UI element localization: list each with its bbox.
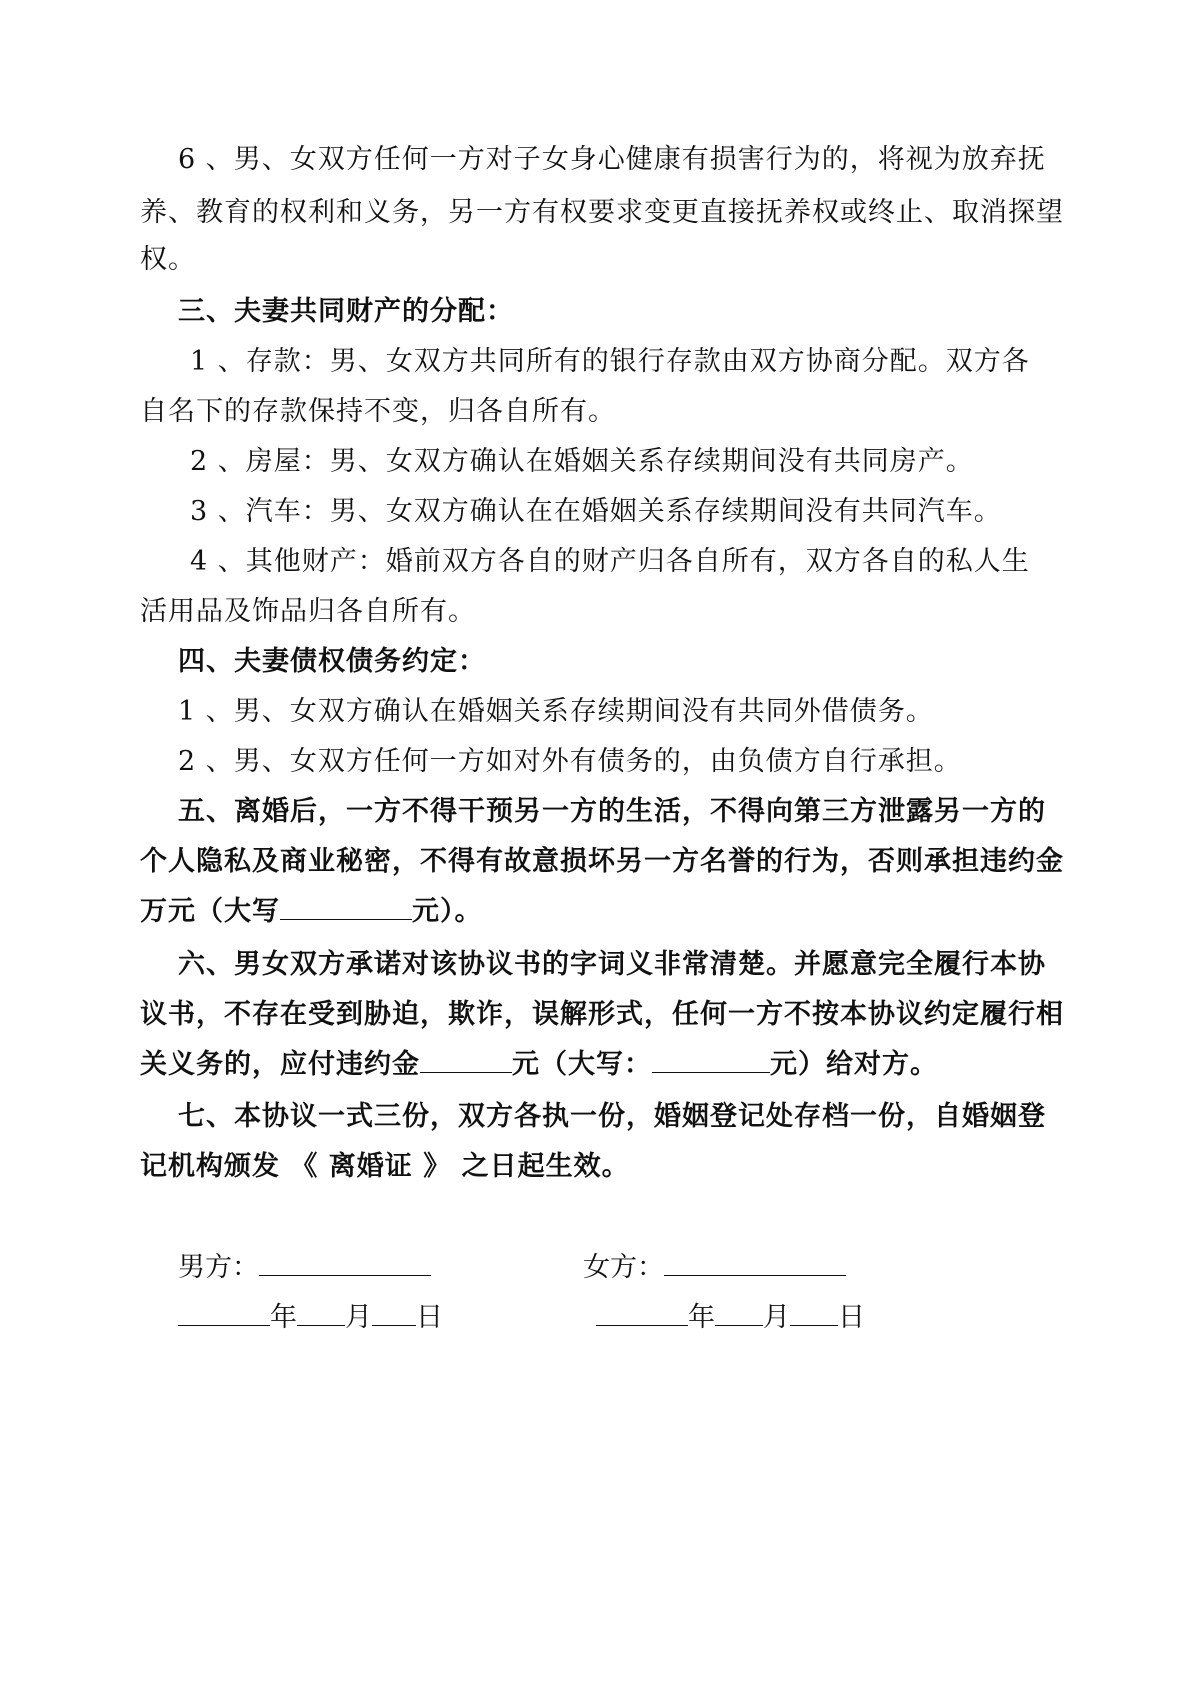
penalty-text-a: 万元（大写 — [140, 896, 280, 927]
female-year-blank — [596, 1299, 688, 1326]
liquidated-damages-text-a: 关义务的，应付违约金 — [140, 1049, 420, 1080]
liquidated-damages-text-b: 元（大写： — [512, 1049, 652, 1080]
section-5-line-1: 五、离婚后，一方不得干预另一方的生活，不得向第三方泄露另一方的 — [178, 796, 1046, 827]
male-signature-blank — [259, 1249, 431, 1276]
penalty-text-b: 元）。 — [412, 896, 483, 927]
section-5-line-2: 个人隐私及商业秘密，不得有故意损坏另一方名誉的行为，否则承担违约金 — [140, 846, 1064, 877]
section-7-line-1: 七、本协议一式三份，双方各执一份，婚姻登记处存档一份，自婚姻登 — [178, 1101, 1046, 1132]
female-date — [596, 1298, 865, 1338]
female-day-label: 日 — [838, 1302, 865, 1333]
section-6-line-1: 六、男女双方承诺对该协议书的字词义非常清楚。并愿意完全履行本协 — [178, 949, 1046, 980]
female-signature-blank — [664, 1249, 846, 1276]
male-month-blank — [297, 1299, 345, 1326]
debt-clause-2: 2 、男、女双方任何一方如对外有债务的，由负债方自行承担。 — [178, 746, 962, 777]
male-signature — [178, 1248, 431, 1288]
male-year-blank — [178, 1299, 270, 1326]
section-5-line-3 — [140, 892, 483, 932]
male-label: 男方： — [178, 1252, 259, 1283]
car-clause: 3 、汽车：男、女双方确认在在婚姻关系存续期间没有共同汽车。 — [190, 496, 1002, 527]
other-property-line-1: 4 、其他财产：婚前双方各自的财产归各自所有，双方各自的私人生 — [190, 546, 1030, 577]
liquidated-damages-words-blank — [652, 1046, 770, 1073]
female-month-label: 月 — [763, 1302, 790, 1333]
male-day-label: 日 — [416, 1302, 443, 1333]
male-year-label: 年 — [270, 1302, 297, 1333]
clause-6-line-3: 权。 — [140, 244, 196, 275]
deposit-line-1: 1 、存款：男、女双方共同所有的银行存款由双方协商分配。双方各 — [190, 346, 1030, 377]
female-day-blank — [790, 1299, 838, 1326]
female-label: 女方： — [583, 1252, 664, 1283]
clause-6-line-2: 养、教育的权利和义务，另一方有权要求变更直接抚养权或终止、取消探望 — [140, 197, 1064, 228]
section-3-heading: 三、夫妻共同财产的分配： — [178, 296, 514, 327]
penalty-amount-blank — [280, 893, 412, 920]
female-year-label: 年 — [688, 1302, 715, 1333]
section-4-heading: 四、夫妻债权债务约定： — [178, 646, 486, 677]
male-month-label: 月 — [345, 1302, 372, 1333]
male-date — [178, 1298, 443, 1338]
male-day-blank — [372, 1299, 416, 1326]
female-signature — [583, 1248, 846, 1288]
female-month-blank — [715, 1299, 763, 1326]
liquidated-damages-text-c: 元）给对方。 — [770, 1049, 938, 1080]
clause-6-line-1: 6 、男、女双方任何一方对子女身心健康有损害行为的，将视为放弃抚 — [178, 144, 1046, 175]
liquidated-damages-blank — [420, 1046, 512, 1073]
section-7-line-2: 记机构颁发 《 离婚证 》 之日起生效。 — [140, 1151, 630, 1182]
deposit-line-2: 自名下的存款保持不变，归各自所有。 — [140, 396, 616, 427]
house-clause: 2 、房屋：男、女双方确认在婚姻关系存续期间没有共同房产。 — [190, 446, 974, 477]
section-6-line-3 — [140, 1045, 938, 1085]
section-6-line-2: 议书，不存在受到胁迫，欺诈，误解形式，任何一方不按本协议约定履行相 — [140, 999, 1064, 1030]
debt-clause-1: 1 、男、女双方确认在婚姻关系存续期间没有共同外借债务。 — [178, 696, 934, 727]
other-property-line-2: 活用品及饰品归各自所有。 — [140, 596, 476, 627]
